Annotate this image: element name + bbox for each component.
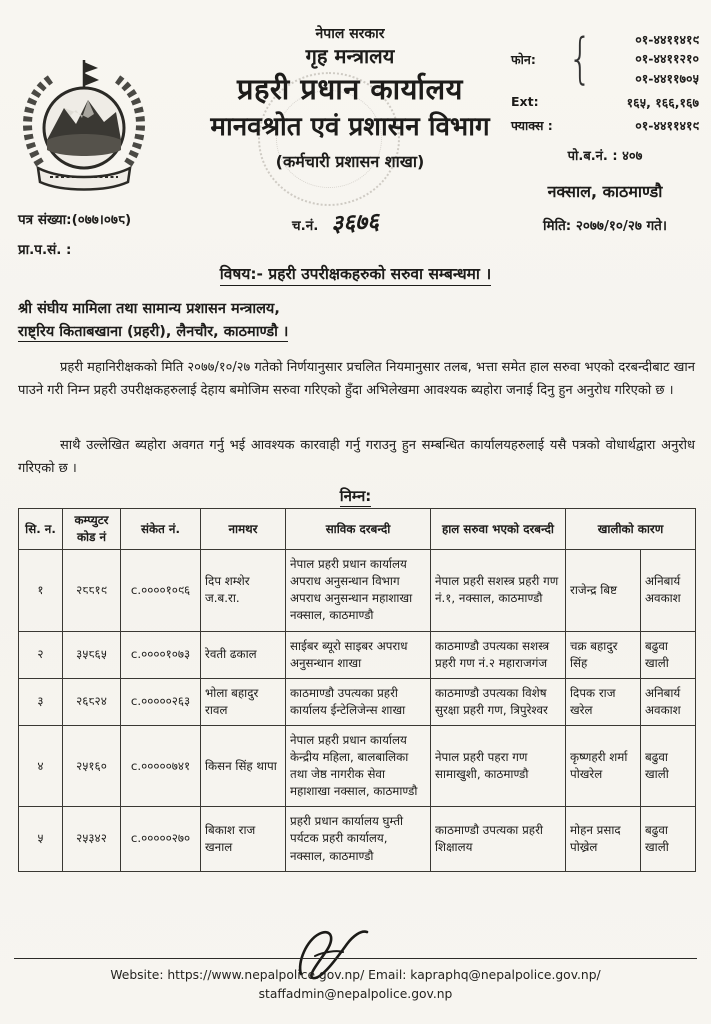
table-body [19,550,696,871]
table-header-cell: कम्प्युटर कोड नं [63,509,121,550]
section-name: (कर्मचारी प्रशासन शाखा) [275,152,425,172]
table-row [19,550,696,631]
table-header-cell: खालीको कारण [566,509,696,550]
table-cell: काठमाण्डौ उपत्यका सशस्त्र प्रहरी गण नं.२ महाराजगंज [431,631,566,678]
table-cell: बढुवा खाली [641,807,696,871]
table-cell: नेपाल प्रहरी पहरा गण सामाखुशी, काठमाण्डौ [431,725,566,806]
table-header-row [19,509,696,550]
table-cell: भोला बहादुर रावल [201,678,286,725]
table-cell: बिकाश राज खनाल [201,807,286,871]
table-cell: किसन सिंह थापा [201,725,286,806]
table-cell: ३५८६५ [63,631,121,678]
table-cell: रेवती ढकाल [201,631,286,678]
table-row [19,725,696,806]
phone-number: ०१-४४११७०५ [635,70,699,86]
ext-numbers: १६५, १६६,१६७ [626,95,699,111]
table-cell: २८८१९ [63,550,121,631]
table-cell: ५ [19,807,63,871]
table-cell: काठमाण्डौ उपत्यका प्रहरी शिक्षालय [431,807,566,871]
addressee-line-1: श्री संघीय मामिला तथा सामान्य प्रशासन मन्त्रालय, [18,301,280,317]
phone-number: ०१-४४११४१९ [635,32,699,47]
table-cell: २ [19,631,63,678]
table-header-cell: हाल सरुवा भएको दरबन्दी [431,509,566,550]
table-cell: दिप शम्शेर ज.ब.रा. [201,550,286,631]
footer-divider [14,958,697,959]
footer-contact [0,966,711,1004]
table-cell: नेपाल प्रहरी प्रधान कार्यालय केन्द्रीय महिला, बालबालिका तथा जेष्ठ नागरीक सेवा महाशाखा नक्साल, काठमाण्डौ [286,725,431,806]
table-cell: काठमाण्डौ उपत्यका प्रहरी कार्यालय ईन्टेलिजेन्स शाखा [286,678,431,725]
government-name: नेपाल सरकार [315,26,385,42]
phone-number: ०१-४४११२१० [635,51,699,67]
prapasa-label: प्रा.प.सं. : [18,242,72,258]
body-paragraph-1: प्रहरी महानिरीक्षकको मिति २०७७/१०/२७ गतेको निर्णयानुसार प्रचलित नियमानुसार तलब, भत्ता समेत हाल सरुवा भएको दरबन्दीबाट खान पाउने गरी निम्न प्रहरी उपरीक्षकहरुलाई देहाय बमोजिम सरुवा गरिएको हुँदा अभिलेखमा आवश्यक ब्यहोरा जनाई दिनु हुन अनुरोध गरिएको छ । [18,360,695,399]
addressee-line-2: राष्ट्रिय किताबखाना (प्रहरी), लैनचौर, काठमाण्डौ । [18,324,289,341]
table-cell: c.००००१०९६ [121,550,201,631]
dispatch-number-line [292,205,379,237]
table-cell: बढुवा खाली [641,631,696,678]
table-row [19,631,696,678]
phone-brace: { [568,26,593,90]
table-cell: राजेन्द्र बिष्ट [566,550,641,631]
table-cell: २५१६० [63,725,121,806]
letter-number: पत्र संख्या:(०७७।०७८) [18,212,132,228]
table-row [19,807,696,871]
table-cell: ३ [19,678,63,725]
table-cell: c.०००००२७० [121,807,201,871]
table-cell: c.०००००७४१ [121,725,201,806]
list-heading: निम्न: [339,487,372,505]
subject-line: विषय:- प्रहरी उपरीक्षकहरुको सरुवा सम्बन्धमा । [0,262,711,284]
table-header-cell: सि. न. [19,509,63,550]
dispatch-number-handwritten: ३६७६ [330,208,380,238]
po-box-number: पो.ब.नं. : ४०७ [567,149,643,165]
table-cell: १ [19,550,63,631]
table-cell: मोहन प्रसाद पोख्रेल [566,807,641,871]
table-cell: अनिबार्य अवकाश [641,678,696,725]
department-name: मानवश्रोत एवं प्रशासन विभाग [210,112,490,143]
dispatch-number-label: च.नं. [292,218,319,234]
fax-label: फ्याक्स : [511,118,553,134]
contact-block [511,26,699,235]
table-cell: साईबर ब्यूरो साइबर अपराध अनुसन्धान शाखा [286,631,431,678]
nepal-police-emblem-icon [22,56,146,196]
table-cell: २५३४२ [63,807,121,871]
table-row [19,678,696,725]
footer-website-email: Website: https://www.nepalpolice.gov.np/ Email: kapraphq@nepalpolice.gov.np/ [110,968,601,982]
ext-label: Ext: [511,94,539,110]
table-cell: ४ [19,725,63,806]
table-header-cell: संकेत नं. [121,509,201,550]
table-cell: नेपाल प्रहरी प्रधान कार्यालय अपराध अनुसन्धान विभाग अपराध अनुसन्धान महाशाखा नक्साल, काठमाण्डौ [286,550,431,631]
letter-date: मिति: २०७७/१०/२७ गते। [543,218,667,235]
table-header [19,509,696,550]
table-cell: कृष्णहरी शर्मा पोखरेल [566,725,641,806]
table-cell: c.००००१०७३ [121,631,201,678]
table-cell: चक्र बहादुर सिंह [566,631,641,678]
office-address: नक्साल, काठमाण्डौ [547,182,663,202]
table-cell: काठमाण्डौ उपत्यका विशेष सुरक्षा प्रहरी गण, त्रिपुरेश्वर [431,678,566,725]
phone-label: फोन: [511,51,536,67]
table-header-cell: साविक दरबन्दी [286,509,431,550]
transfer-table [18,508,696,872]
table-header-cell: नामथर [201,509,286,550]
table-cell: नेपाल प्रहरी सशस्त्र प्रहरी गण नं.१, नक्साल, काठमाण्डौ [431,550,566,631]
table-cell: प्रहरी प्रधान कार्यालय घुम्ती पर्यटक प्रहरी कार्यालय, नक्साल, काठमाण्डौ [286,807,431,871]
table-cell: २६८२४ [63,678,121,725]
table-cell: अनिबार्य अवकाश [641,550,696,631]
table-cell: दिपक राज खरेल [566,678,641,725]
ministry-name: गृह मन्त्रालय [305,44,395,69]
body-paragraph-2: साथै उल्लेखित ब्यहोरा अवगत गर्नु भई आवश्यक कारवाही गर्नु गराउनु हुन सम्बन्धित कार्यालयहरुलाई यसै पत्रको वोधार्थद्वारा अनुरोध गरिएको छ । [18,438,695,477]
addressee-block [18,298,288,344]
footer-email-2: staffadmin@nepalpolice.gov.np [258,987,453,1002]
office-name: प्रहरी प्रधान कार्यालय [236,72,463,107]
fax-number: ०१-४४११४१९ [635,118,699,134]
table-cell: c.०००००२६३ [121,678,201,725]
table-cell: बढुवा खाली [641,725,696,806]
